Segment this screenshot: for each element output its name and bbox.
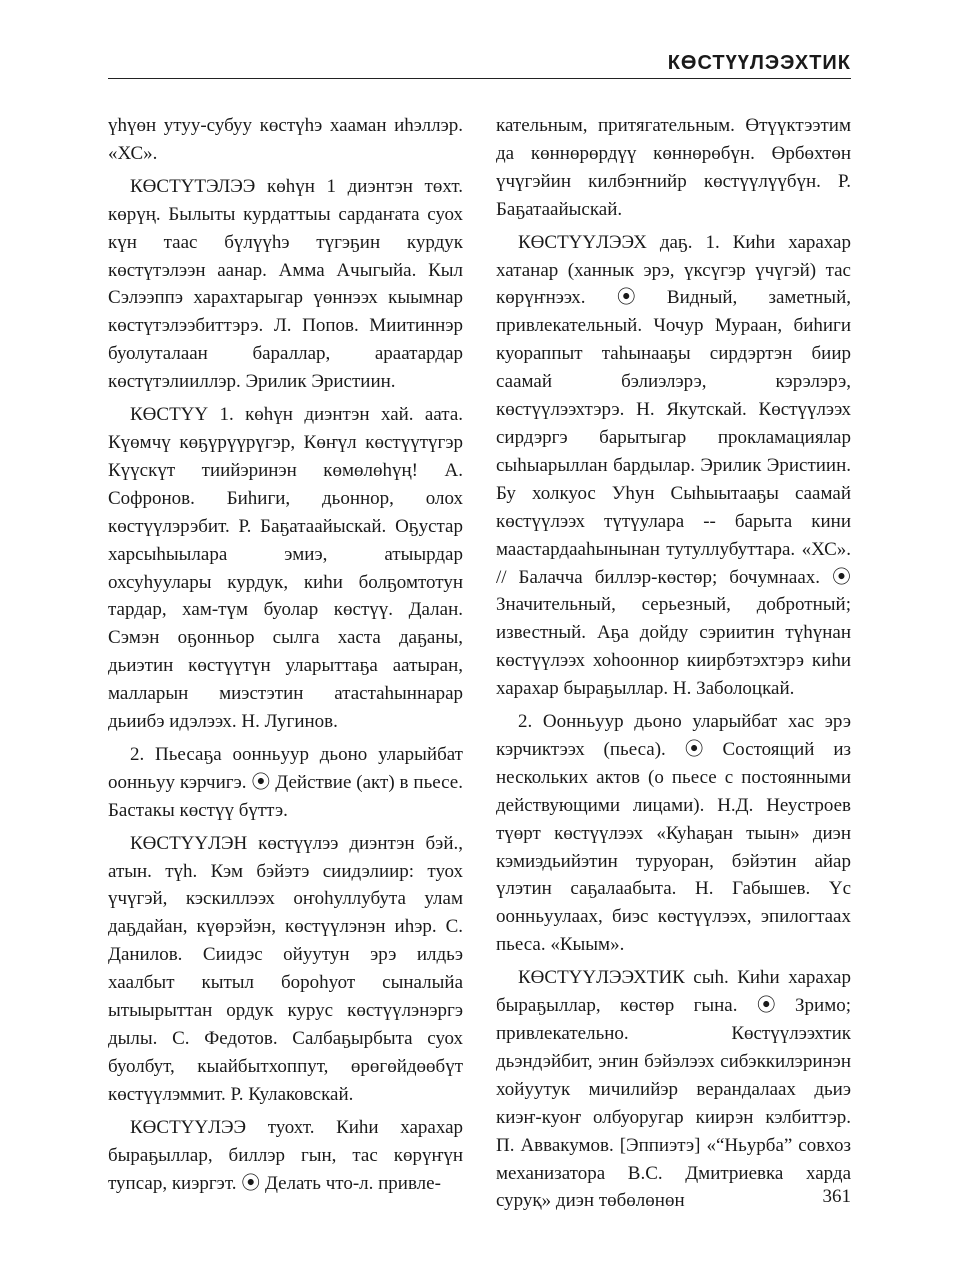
entry-kostuulee: КӨСТҮҮЛЭЭ туохт. Киһи харахар быраҕыллар, биллэр гын, тас көрүҥүн тупсар, киэргэт. ⦿ Делать что-л. привле- (108, 1116, 463, 1194)
entry-kostuu: КӨСТҮҮ 1. көһүн диэнтэн хай. аата. Күөмчү көҕүрүүрүгэр, Көҥүл көстүүтүгэр Күүскүт тиийэринэн көмөлөһүң! А. Софронов. Биһиги, дьоннор, олох көстүүлэрэбит. Р. Баҕатаайыскай. Оҕустар харсыһыылара эмиэ, атыырдар охсуһуулары курдук, киһи болҕомтотун тардар, хам-түм буолар көстүү. Далан. Сэмэн оҕонньор сылга хаста даҕаны, дьиэтин көстүүтүн уларыттаҕа аатыран, малларын миэстэтин атастаһыннарар дьиибэ идэлээх. Н. Лугинов. (108, 404, 463, 733)
right-column (496, 112, 851, 1220)
entry-kostuuleeh: КӨСТҮҮЛЭЭХ даҕ. 1. Киһи харахар хатанар (ханнык эрэ, үксүгэр үчүгэй) тас көрүҥнээх. ⦿ Видный, заметный, привлекательный. Чочур Мураан, биһиги куораппыт таһынааҕы сирдэртэн биир саамай бэлиэлэрэ, кэрэлэрэ, көстүүлээхтэрэ. Н. Якутскай. Көстүүлээх сирдэргэ барытыгар прокламациялар сыһыарыллан бардылар. Эрилик Эристиин. Бу холкуос Уһун Сыһыытааҕы саамай көстүүлээх түтүулара -- барыта кини маастардааһынынан тутуллубуттара. «ХС». // Балачча биллэр-көстөр; бочумнаах. ⦿ Значительный, серьезный, добротный; известный. Аҕа дойду сэриитин түһүнан көстүүлээх хоһооннор киирбэтэхтэрэ киһи харахар быраҕыллар. Н. Заболоцкай. (496, 231, 851, 700)
entry-continuation: кательным, притягательным. Өтүүктээтим да көннөрөрдүү көннөрөбүн. Өрбөхтөн үчүгэйин килбэҥнийр көстүүлүүбүн. Р. Баҕатаайыскай. (496, 115, 851, 220)
entry-continuation: үһүөн утуу-субуу көстүһэ хааман иһэллэр. «ХС». (108, 115, 463, 164)
entry-kostuulen: КӨСТҮҮЛЭН көстүүлээ диэнтэн бэй., атын. түһ. Кэм бэйэтэ сиидэлиир: туох үчүгэй, кэскиллээх оҥоһуллубута улам даҕдайан, күөрэйэн, көстүүлэнэн иһэр. С. Данилов. Сиидэс ойуутун эрэ илдьэ хаалбыт кытыл бороһуот сыналыйа ытыырыттан ордук курус көстүүлэнэргэ дылы. С. Федотов. Салбаҕырбыта суох буолбут, кыайбытхоппут, өрөгөйдөөбүт көстүүлэммит. Р. Кулаковскай. (108, 832, 463, 1105)
header-rule (108, 78, 851, 79)
running-head: КӨСТҮҮЛЭЭХТИК (667, 52, 851, 74)
entry-kostuu-sense-2: 2. Пьесаҕа оонньуур дьоно уларыйбат оонньуу кэрчигэ. ⦿ Действие (акт) в пьесе. Бастакы көстүү бүттэ. (108, 743, 463, 821)
entry-kostuuleehtik: КӨСТҮҮЛЭЭХТИК сыһ. Киһи харахар быраҕыллар, көстөр гына. ⦿ Зримо; привлекательно. Көстүүлээхтик дьэндэйбит, эҥин бэйэлээх сибэккилэринэн хойуутук мичилийэр верандалаах дьиэ киэҥ-куоҥ олбуоругар киирэн кэлбиттэр. П. Аввакумов. [Эппиэтэ] «“Ньурба” совхоз механизатора В.С. Дмитриевка харда суруқ» диэн төбөлөнөн (496, 967, 851, 1212)
left-column (108, 112, 463, 1202)
entry-kostutelee: КӨСТҮТЭЛЭЭ көһүн 1 диэнтэн төхт. көрүң. Былыты курдаттыы сардаҥата суох күн таас бүлүүһэ түгэҕин курдук көстүтэлээн аанар. Амма Ачыгыйа. Кыл Сэлээппэ харахтарыгар үөннээх кыымнар көстүтэлээбиттэрэ. Л. Попов. Миитиннэр буолуталаан бараллар, араатардар көстүтэлииллэр. Эрилик Эристиин. (108, 175, 463, 393)
page-number: 361 (822, 1186, 851, 1207)
entry-kostuuleeh-sense-2: 2. Оонньуур дьоно уларыйбат хас эрэ кэрчиктээх (пьеса). ⦿ Состоящий из нескольких актов (о пьесе с постоянными действующими лицами). Н.Д. Неустроев түөрт көстүүлээх «Куһаҕан тыын» диэн кэмиэдьийэтин туруоран, бэйэтин айар үлэтин саҕалаабыта. Н. Габышев. Үс оонньуулаах, биэс көстүүлээх, эпилогтаах пьеса. «Кыым». (496, 711, 851, 956)
